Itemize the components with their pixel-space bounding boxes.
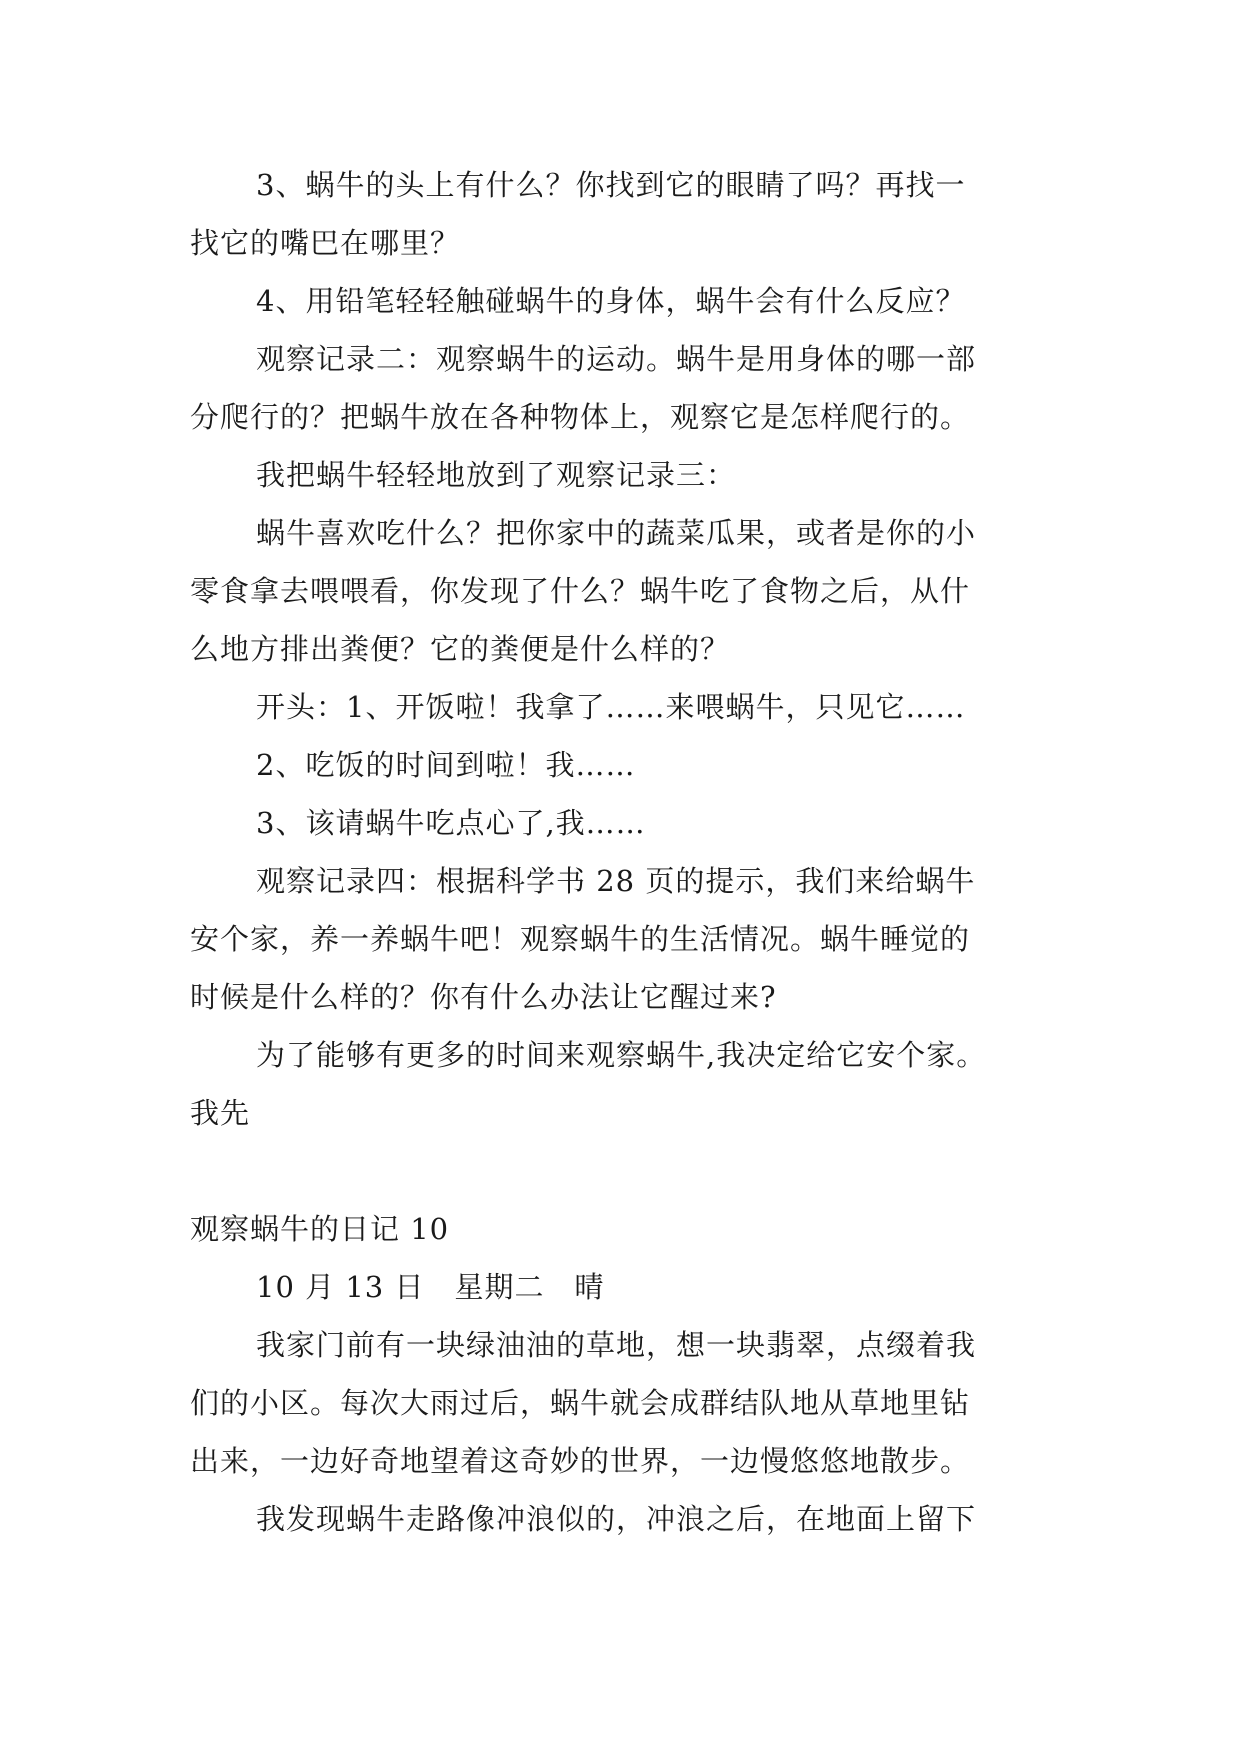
date-line: 10 月 13 日 星期二 晴 xyxy=(256,1270,605,1304)
text-line: 我家门前有一块绿油油的草地，想一块翡翠，点缀着我 xyxy=(256,1328,977,1362)
text-line: 时候是什么样的？你有什么办法让它醒过来? xyxy=(190,980,777,1014)
text-line: 观察记录二：观察蜗牛的运动。蜗牛是用身体的哪一部 xyxy=(256,342,977,376)
section-title: 观察蜗牛的日记 10 xyxy=(190,1212,450,1246)
text-line: 分爬行的？把蜗牛放在各种物体上，观察它是怎样爬行的。 xyxy=(190,400,971,434)
text-line: 我发现蜗牛走路像冲浪似的，冲浪之后，在地面上留下 xyxy=(256,1502,977,1536)
text-line: 安个家，养一养蜗牛吧！观察蜗牛的生活情况。蜗牛睡觉的 xyxy=(190,922,971,956)
text-line: 我把蜗牛轻轻地放到了观察记录三： xyxy=(256,458,737,492)
text-line: 3、该请蜗牛吃点心了,我…… xyxy=(256,806,646,840)
text-line: 4、用铅笔轻轻触碰蜗牛的身体，蜗牛会有什么反应？ xyxy=(256,284,966,318)
text-line: 找它的嘴巴在哪里？ xyxy=(190,226,461,260)
text-line: 观察记录四：根据科学书 28 页的提示，我们来给蜗牛 xyxy=(256,864,976,898)
text-line: 们的小区。每次大雨过后，蜗牛就会成群结队地从草地里钻 xyxy=(190,1386,971,1420)
text-line: 我先 xyxy=(190,1096,251,1130)
text-line: 出来，一边好奇地望着这奇妙的世界，一边慢悠悠地散步。 xyxy=(190,1444,971,1478)
text-line: 为了能够有更多的时间来观察蜗牛,我决定给它安个家。 xyxy=(256,1038,987,1072)
text-line: 开头：1、开饭啦！我拿了……来喂蜗牛，只见它…… xyxy=(256,690,966,724)
text-line: 么地方排出粪便？它的粪便是什么样的？ xyxy=(190,632,731,666)
text-line: 2、吃饭的时间到啦！我…… xyxy=(256,748,636,782)
text-line: 零食拿去喂喂看，你发现了什么？蜗牛吃了食物之后，从什 xyxy=(190,574,971,608)
text-line: 3、蜗牛的头上有什么？你找到它的眼睛了吗？再找一 xyxy=(256,168,966,202)
text-line: 蜗牛喜欢吃什么？把你家中的蔬菜瓜果，或者是你的小 xyxy=(256,516,977,550)
